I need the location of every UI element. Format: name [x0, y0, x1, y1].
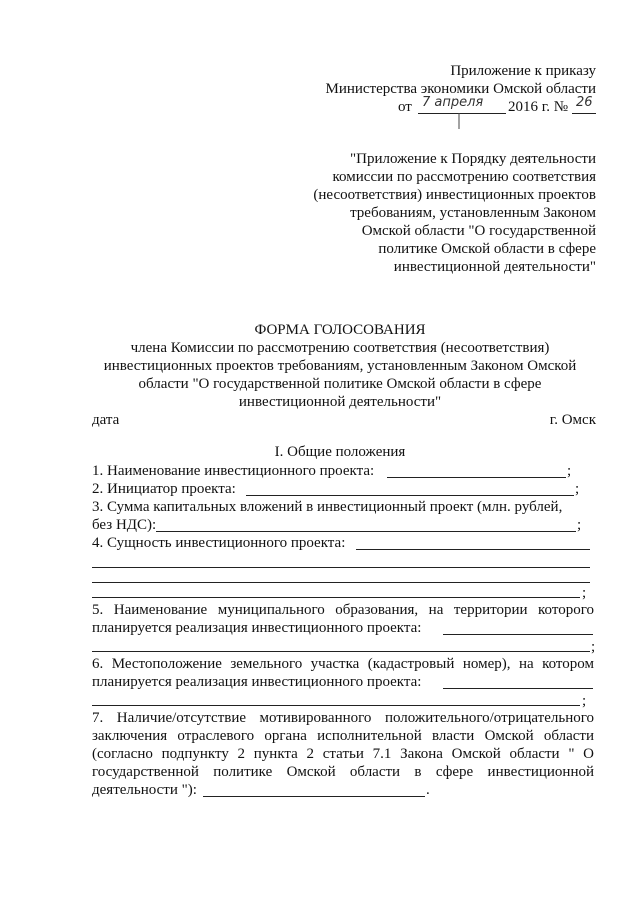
order-number-underline: [572, 113, 596, 114]
order-year-number-label: 2016 г. №: [508, 99, 569, 115]
item-1-semicolon: ;: [567, 463, 572, 479]
item-4-semicolon: ;: [582, 585, 587, 601]
item-2-label: 2. Инициатор проекта:: [92, 481, 236, 497]
item-1-field: [387, 477, 566, 478]
item-5-semicolon: ;: [591, 639, 596, 655]
item-7-label: 7. Наличие/отсутствие мотивированного положительного/отрицательного: [92, 710, 594, 726]
order-header-line1: Приложение к приказу: [450, 63, 596, 79]
handwritten-order-date: 7 апреля: [422, 95, 484, 110]
procedure-header-line: "Приложение к Порядку деятельности: [350, 151, 596, 167]
item-7-label-cont: деятельности "):: [92, 782, 197, 798]
item-3-field: [156, 531, 576, 532]
procedure-header-line: инвестиционной деятельности": [393, 259, 596, 275]
item-2-semicolon: ;: [575, 481, 580, 497]
item-7-period: .: [426, 782, 430, 798]
item-6-field: [443, 688, 593, 689]
item-3-semicolon: ;: [577, 517, 582, 533]
pen-stroke-mark: [455, 113, 463, 131]
form-subtitle-line: инвестиционной деятельности": [238, 394, 442, 410]
item-6-label-cont: планируется реализация инвестиционного проекта:: [92, 674, 422, 690]
form-subtitle-line: члена Комиссии по рассмотрению соответствия (несоответствия): [130, 340, 550, 356]
item-5-field: [443, 634, 593, 635]
procedure-header-line: Омской области "О государственной: [361, 223, 596, 239]
date-label: дата: [92, 412, 120, 428]
item-5-field: [92, 651, 590, 652]
item-5-label: 5. Наименование муниципального образования, на территории которого: [92, 602, 594, 618]
item-7-field: [203, 796, 425, 797]
item-3-label: 3. Сумма капитальных вложений в инвестиционный проект (млн. рублей,: [92, 499, 563, 515]
item-4-field: [92, 597, 580, 598]
item-7-label-cont: государственной политике Омской области в сфере инвестиционной: [92, 764, 594, 780]
handwritten-order-number: 26: [576, 95, 593, 110]
item-7-label-cont: (согласно подпункту 2 пункта 2 статьи 7.1 Закона Омской области " О: [92, 746, 594, 762]
item-6-label: 6. Местоположение земельного участка (кадастровый номер), на котором: [92, 656, 594, 672]
item-4-field: [356, 549, 590, 550]
procedure-header-line: политике Омской области в сфере: [378, 241, 596, 257]
section-title: I. Общие положения: [274, 444, 406, 460]
procedure-header-line: комиссии по рассмотрению соответствия: [332, 169, 596, 185]
item-3-label-cont: без НДС):: [92, 517, 157, 533]
form-subtitle-line: области "О государственной политике Омской области в сфере: [138, 376, 542, 392]
order-date-prefix: от: [398, 99, 412, 115]
item-4-label: 4. Сущность инвестиционного проекта:: [92, 535, 346, 551]
item-1-label: 1. Наименование инвестиционного проекта:: [92, 463, 375, 479]
item-5-label-cont: планируется реализация инвестиционного проекта:: [92, 620, 422, 636]
order-header-line2: Министерства экономики Омской области: [325, 81, 596, 97]
item-7-label-cont: заключения отраслевого органа исполнительной власти Омской области: [92, 728, 594, 744]
item-6-field: [92, 705, 580, 706]
city-label: г. Омск: [549, 412, 596, 428]
procedure-header-line: требованиям, установленным Законом: [350, 205, 596, 221]
item-4-field: [92, 582, 590, 583]
item-4-field: [92, 567, 590, 568]
form-subtitle-line: инвестиционных проектов требованиям, установленным Законом Омской: [103, 358, 577, 374]
item-2-field: [246, 495, 574, 496]
form-title: ФОРМА ГОЛОСОВАНИЯ: [254, 322, 426, 338]
item-6-semicolon: ;: [582, 693, 587, 709]
procedure-header-line: (несоответствия) инвестиционных проектов: [313, 187, 596, 203]
